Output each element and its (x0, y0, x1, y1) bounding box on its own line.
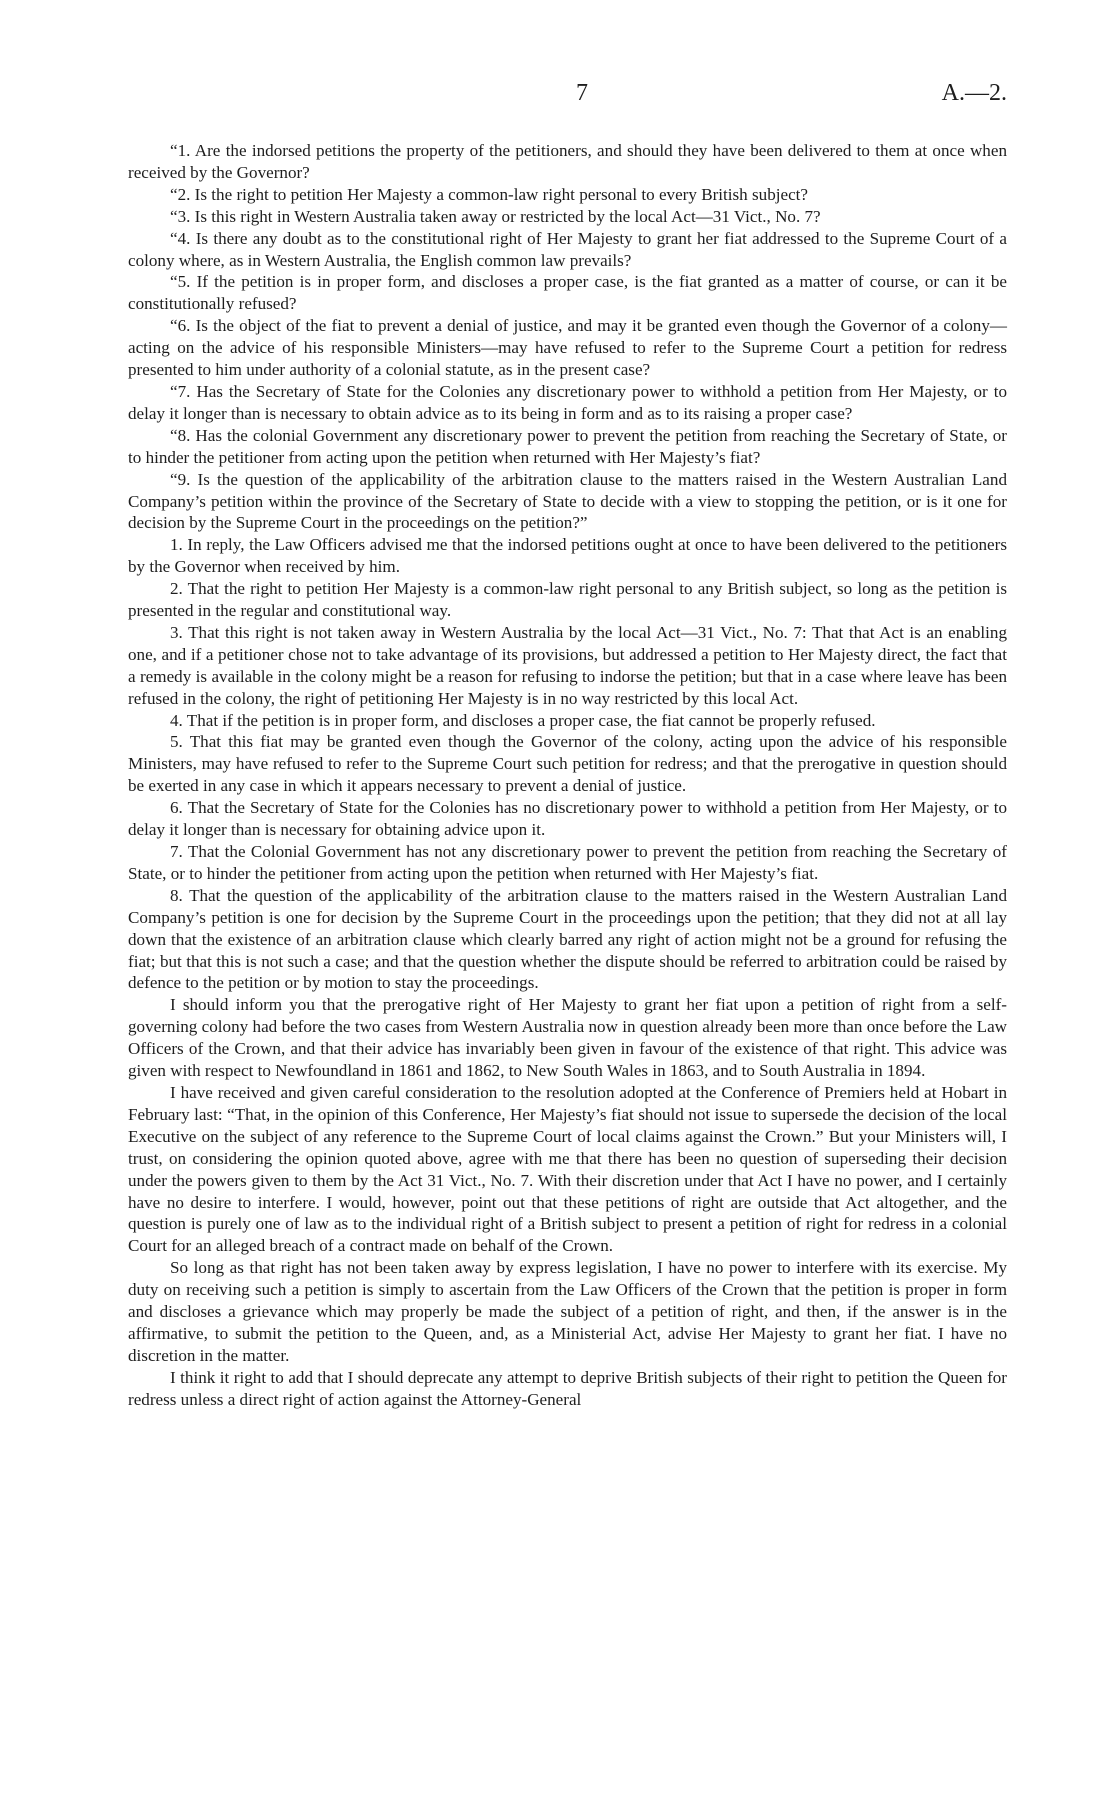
question-8: “8. Has the colonial Government any discretionary power to prevent the petition from reaching the Secretary of State, or to hinder the petitioner from acting upon the petition when returned with Her Majesty’s fiat? (128, 425, 1007, 467)
paragraph-express-legislation: So long as that right has not been taken away by express legislation, I have no power to interfere with its exercise. My duty on receiving such a petition is simply to ascertain from the Law Officers of the Crown that the petition is proper in form and discloses a grievance which may properly be made the subject of a petition of right, and then, if the answer is in the affirmative, to submit the petition to the Queen, and, as a Ministerial Act, advise Her Majesty to grant her fiat. I have no discretion in the matter. (128, 1258, 1007, 1365)
answer-3: 3. That this right is not taken away in Western Australia by the local Act—31 Vict., No. 7: That that Act is an enabling one, and if a petitioner chose not to take advantage of its provisions, but addressed a petition to Her Majesty direct, the fact that a remedy is available in the colony might be a reason for refusing to indorse the petition; but that in a case where leave has been refused in the colony, the right of petitioning Her Majesty is in no way restricted by this local Act. (128, 622, 1007, 708)
paragraph-prerogative-right: I should inform you that the prerogative right of Her Majesty to grant her fiat upon a petition of right from a self-governing colony had before the two cases from Western Australia now in question already been more than once before the Law Officers of the Crown, and that their advice has invariably been given in favour of the existence of that right. This advice was given with respect to Newfoundland in 1861 and 1862, to New South Wales in 1863, and to South Australia in 1894. (128, 995, 1007, 1081)
answer-1: 1. In reply, the Law Officers advised me that the indorsed petitions ought at once to have been delivered to the petitioners by the Governor when received by him. (128, 535, 1007, 577)
document-body (128, 140, 1007, 1411)
question-5: “5. If the petition is in proper form, and discloses a proper case, is the fiat granted as a matter of course, or can it be constitutionally refused? (128, 272, 1007, 314)
answer-6: 6. That the Secretary of State for the Colonies has no discretionary power to withhold a petition from Her Majesty, or to delay it longer than is necessary for obtaining advice upon it. (128, 798, 1007, 840)
answer-7: 7. That the Colonial Government has not any discretionary power to prevent the petition from reaching the Secretary of State, or to hinder the petitioner from acting upon the petition when returned with Her Majesty’s fiat. (128, 842, 1007, 883)
question-9: “9. Is the question of the applicability of the arbitration clause to the matters raised in the Western Australian Land Company’s petition within the province of the Secretary of State to decide with a view to stopping the petition, or is it one for decision by the Supreme Court in the proceedings on the petition?” (128, 469, 1007, 533)
answer-5: 5. That this fiat may be granted even though the Governor of the colony, acting upon the advice of his responsible Ministers, may have refused to refer to the Supreme Court such petition for redress; and that the prerogative in question should be exerted in any case in which it appears necessary to prevent a denial of justice. (128, 732, 1007, 796)
document-reference: A.—2. (941, 80, 1007, 106)
question-4: “4. Is there any doubt as to the constitutional right of Her Majesty to grant her fiat addressed to the Supreme Court of a colony where, as in Western Australia, the English common law prevails? (128, 228, 1007, 270)
page-header (0, 80, 1114, 112)
question-6: “6. Is the object of the fiat to prevent a denial of justice, and may it be granted even though the Governor of a colony—acting on the advice of his responsible Ministers—may have refused to refer to the Supreme Court a petition for redress presented to him under authority of a colonial statute, as in the present case? (128, 316, 1007, 380)
answer-4: 4. That if the petition is in proper form, and discloses a proper case, the fiat cannot be properly refused. (170, 710, 876, 730)
question-3: “3. Is this right in Western Australia taken away or restricted by the local Act—31 Vict., No. 7? (170, 206, 821, 226)
paragraph-hobart-conference: I have received and given careful consideration to the resolution adopted at the Conference of Premiers held at Hobart in February last: “That, in the opinion of this Conference, Her Majesty’s fiat should not issue to supersede the decision of the local Executive on the subject of any reference to the Supreme Court of local claims against the Crown.” But your Ministers will, I trust, on considering the opinion quoted above, agree with me that there has been no question of superseding their decision under the powers given to them by the Act 31 Vict., No. 7. With their discretion under that Act I have no power, and I certainly have no desire to interfere. I would, however, point out that these petitions of right are outside that Act altogether, and the question is purely one of law as to the individual right of a British subject to present a petition of right for redress in a colonial Court for an alleged breach of a contract made on behalf of the Crown. (128, 1082, 1007, 1256)
question-2: “2. Is the right to petition Her Majesty a common-law right personal to every British subject? (170, 184, 809, 204)
question-7: “7. Has the Secretary of State for the Colonies any discretionary power to withhold a petition from Her Majesty, or to delay it longer than is necessary to obtain advice as to its being in form and as to its raising a proper case? (128, 381, 1007, 423)
answer-2: 2. That the right to petition Her Majesty is a common-law right personal to any British subject, so long as the petition is presented in the regular and constitutional way. (128, 579, 1007, 621)
question-1: “1. Are the indorsed petitions the property of the petitioners, and should they have been delivered to them at once when received by the Governor? (128, 141, 1007, 182)
page-number: 7 (576, 80, 588, 106)
paragraph-deprecate-attempt: I think it right to add that I should deprecate any attempt to deprive British subjects of their right to petition the Queen for redress unless a direct right of action against the Attorney-General (128, 1367, 1007, 1409)
answer-8: 8. That the question of the applicability of the arbitration clause to the matters raised in the Western Australian Land Company’s petition is one for decision by the Supreme Court in the proceedings upon the petition; that they did not at all lay down that the existence of an arbitration clause which clearly barred any right of action might not be a ground for refusing the fiat; but that this is not such a case; and that the question whether the dispute should be referred to arbitration could be raised by defence to the petition or by motion to stay the proceedings. (128, 885, 1007, 993)
